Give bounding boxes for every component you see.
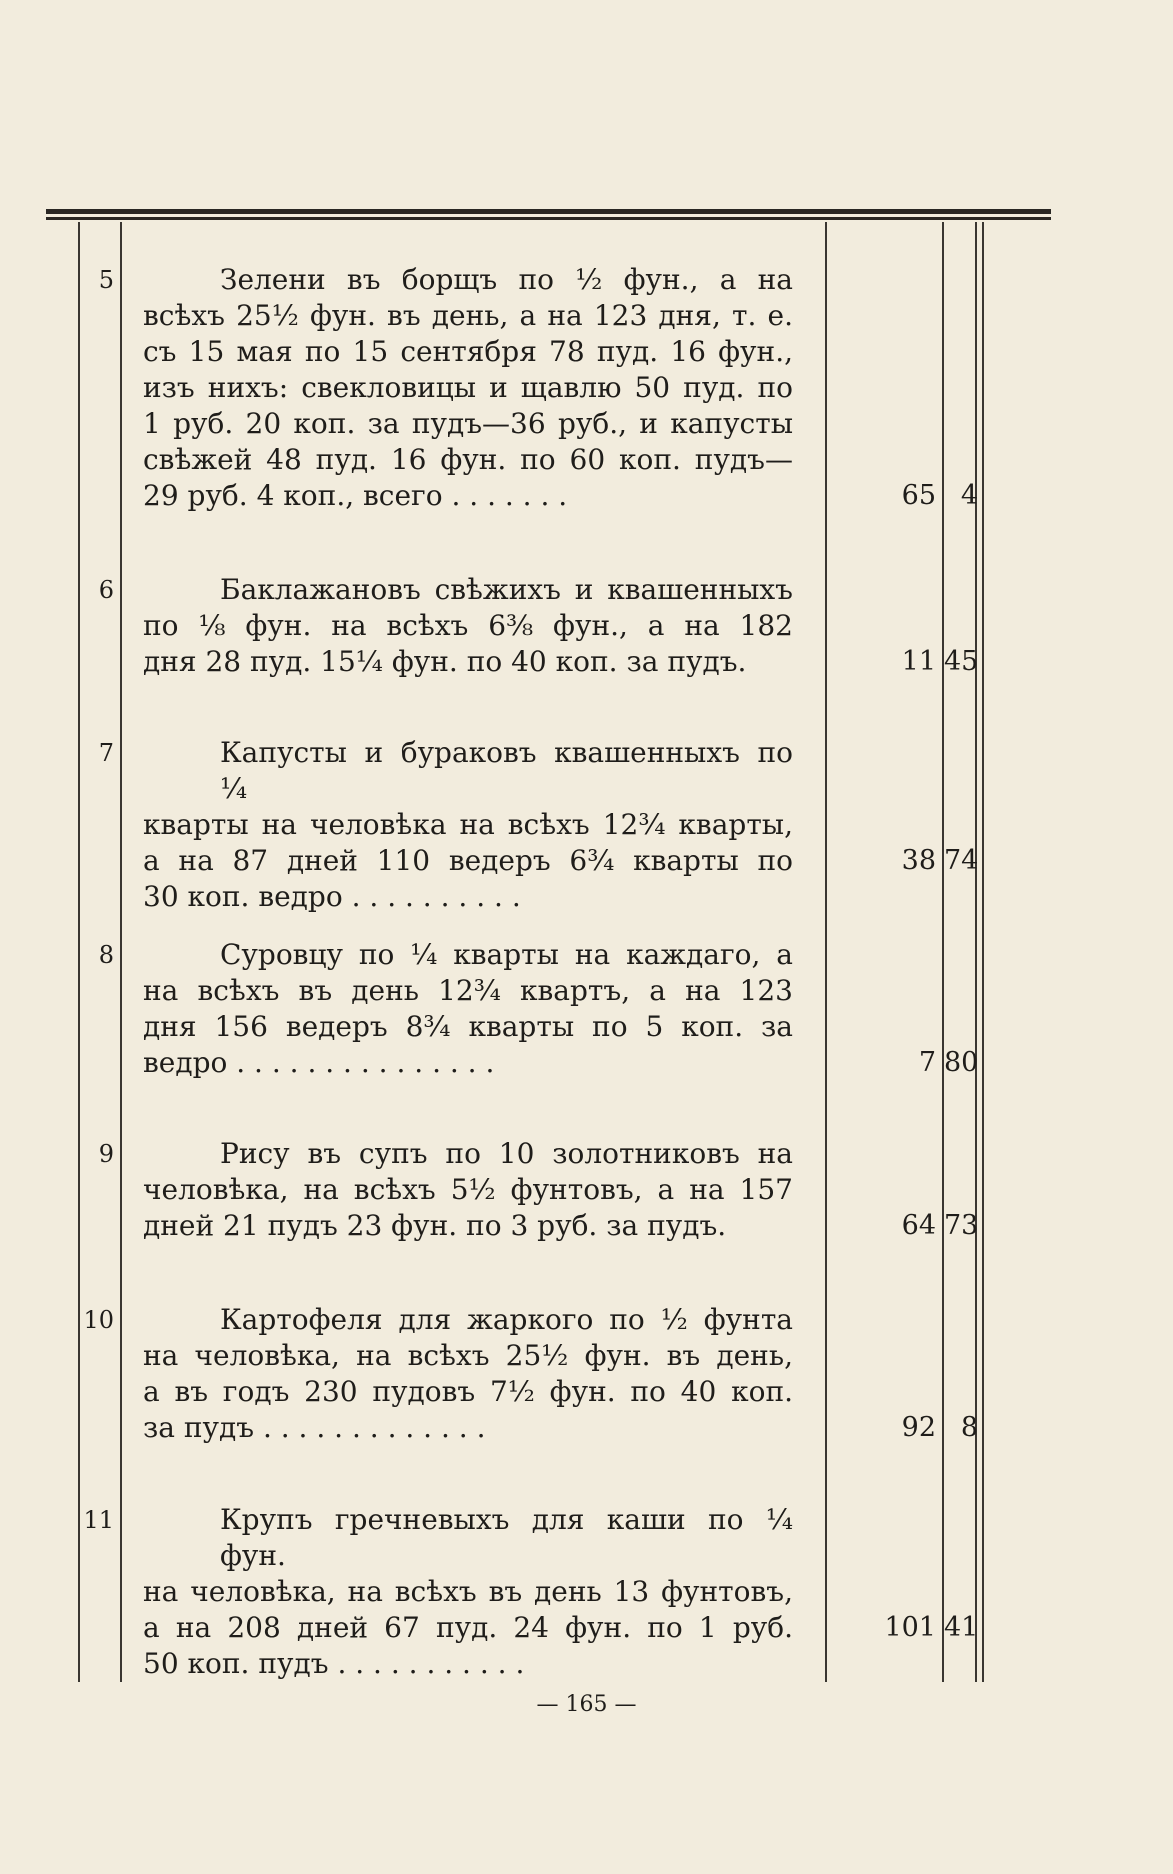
amount-rubles: 92 xyxy=(901,1412,936,1443)
amount-kopecks: 73 xyxy=(944,1210,979,1241)
entry-line: всѣхъ 25½ фун. въ день, а на 123 дня, т. е. xyxy=(143,299,793,332)
amount-kopecks: 74 xyxy=(944,845,979,876)
entry-number: 10 xyxy=(83,1306,114,1334)
entry-line: дней 21 пудъ 23 фун. по 3 руб. за пудъ. xyxy=(143,1209,727,1242)
entry-line: дня 156 ведеръ 8¾ кварты по 5 коп. за xyxy=(143,1010,793,1043)
entry-line: Крупъ гречневыхъ для каши по ¼ фун. xyxy=(220,1503,793,1572)
entry-line: кварты на человѣка на всѣхъ 12¾ кварты, xyxy=(143,808,793,841)
entry-line: 50 коп. пудъ . . . . . . . . . . . xyxy=(143,1647,525,1680)
entry-description xyxy=(143,572,793,680)
entry-line: Баклажановъ свѣжихъ и квашенныхъ xyxy=(220,573,793,606)
entry-line: за пудъ . . . . . . . . . . . . . xyxy=(143,1411,486,1444)
amount-kopecks: 45 xyxy=(944,646,979,677)
entry-description xyxy=(143,735,793,915)
amount-rubles: 11 xyxy=(901,646,936,677)
entry-description xyxy=(143,262,793,514)
entry-number: 11 xyxy=(83,1506,114,1534)
amount-kopecks: 4 xyxy=(960,480,978,511)
entry-description xyxy=(143,1302,793,1446)
entry-line: 1 руб. 20 коп. за пудъ—36 руб., и капусты xyxy=(143,407,793,440)
entry-number: 6 xyxy=(98,576,114,604)
entry-line: Рису въ супъ по 10 золотниковъ на xyxy=(220,1137,793,1170)
entry-line: дня 28 пуд. 15¼ фун. по 40 коп. за пудъ. xyxy=(143,645,747,678)
entry-line: на всѣхъ въ день 12¾ квартъ, а на 123 xyxy=(143,974,793,1007)
entry-line: на человѣка, на всѣхъ въ день 13 фунтовъ, xyxy=(143,1575,793,1608)
amount-rubles: 65 xyxy=(901,480,936,511)
entry-line: 29 руб. 4 коп., всего . . . . . . . xyxy=(143,479,568,512)
column-rule xyxy=(120,222,122,1682)
amount-rubles: 101 xyxy=(884,1612,936,1643)
amount-kopecks: 80 xyxy=(944,1047,979,1078)
column-rule xyxy=(982,222,984,1682)
entry-line: свѣжей 48 пуд. 16 фун. по 60 коп. пудъ— xyxy=(143,443,793,476)
entry-line: изъ нихъ: свекловицы и щавлю 50 пуд. по xyxy=(143,371,793,404)
entry-number: 7 xyxy=(98,739,114,767)
entry-line: 30 коп. ведро . . . . . . . . . . xyxy=(143,880,521,913)
entry-description xyxy=(143,937,793,1081)
entry-description xyxy=(143,1502,793,1682)
entry-line: а въ годъ 230 пудовъ 7½ фун. по 40 коп. xyxy=(143,1375,793,1408)
entry-description xyxy=(143,1136,793,1244)
entry-line: Суровцу по ¼ кварты на каждаго, а xyxy=(220,938,793,971)
page-number: — 165 — xyxy=(536,1692,637,1717)
amount-kopecks: 41 xyxy=(944,1612,979,1643)
entry-line: Капусты и бураковъ квашенныхъ по ¼ xyxy=(220,736,793,805)
entry-line: Зелени въ борщъ по ½ фун., а на xyxy=(220,263,793,296)
entry-number: 9 xyxy=(98,1140,114,1168)
column-rule xyxy=(975,222,977,1682)
entry-line: по ⅛ фун. на всѣхъ 6⅜ фун., а на 182 xyxy=(143,609,793,642)
amount-kopecks: 8 xyxy=(960,1412,978,1443)
entry-line: Картофеля для жаркого по ½ фунта xyxy=(220,1303,793,1336)
amount-rubles: 64 xyxy=(901,1210,936,1241)
entry-line: а на 208 дней 67 пуд. 24 фун. по 1 руб. xyxy=(143,1611,793,1644)
entry-number: 5 xyxy=(98,266,114,294)
entry-line: съ 15 мая по 15 сентября 78 пуд. 16 фун., xyxy=(143,335,793,368)
header-rule xyxy=(46,209,1051,223)
entry-line: человѣка, на всѣхъ 5½ фунтовъ, а на 157 xyxy=(143,1173,793,1206)
amount-rubles: 38 xyxy=(901,845,936,876)
amount-rubles: 7 xyxy=(918,1047,936,1078)
column-rule xyxy=(942,222,944,1682)
entry-number: 8 xyxy=(98,941,114,969)
entry-line: а на 87 дней 110 ведеръ 6¾ кварты по xyxy=(143,844,793,877)
entry-line: ведро . . . . . . . . . . . . . . . xyxy=(143,1046,495,1079)
column-rule xyxy=(825,222,827,1682)
entry-line: на человѣка, на всѣхъ 25½ фун. въ день, xyxy=(143,1339,793,1372)
